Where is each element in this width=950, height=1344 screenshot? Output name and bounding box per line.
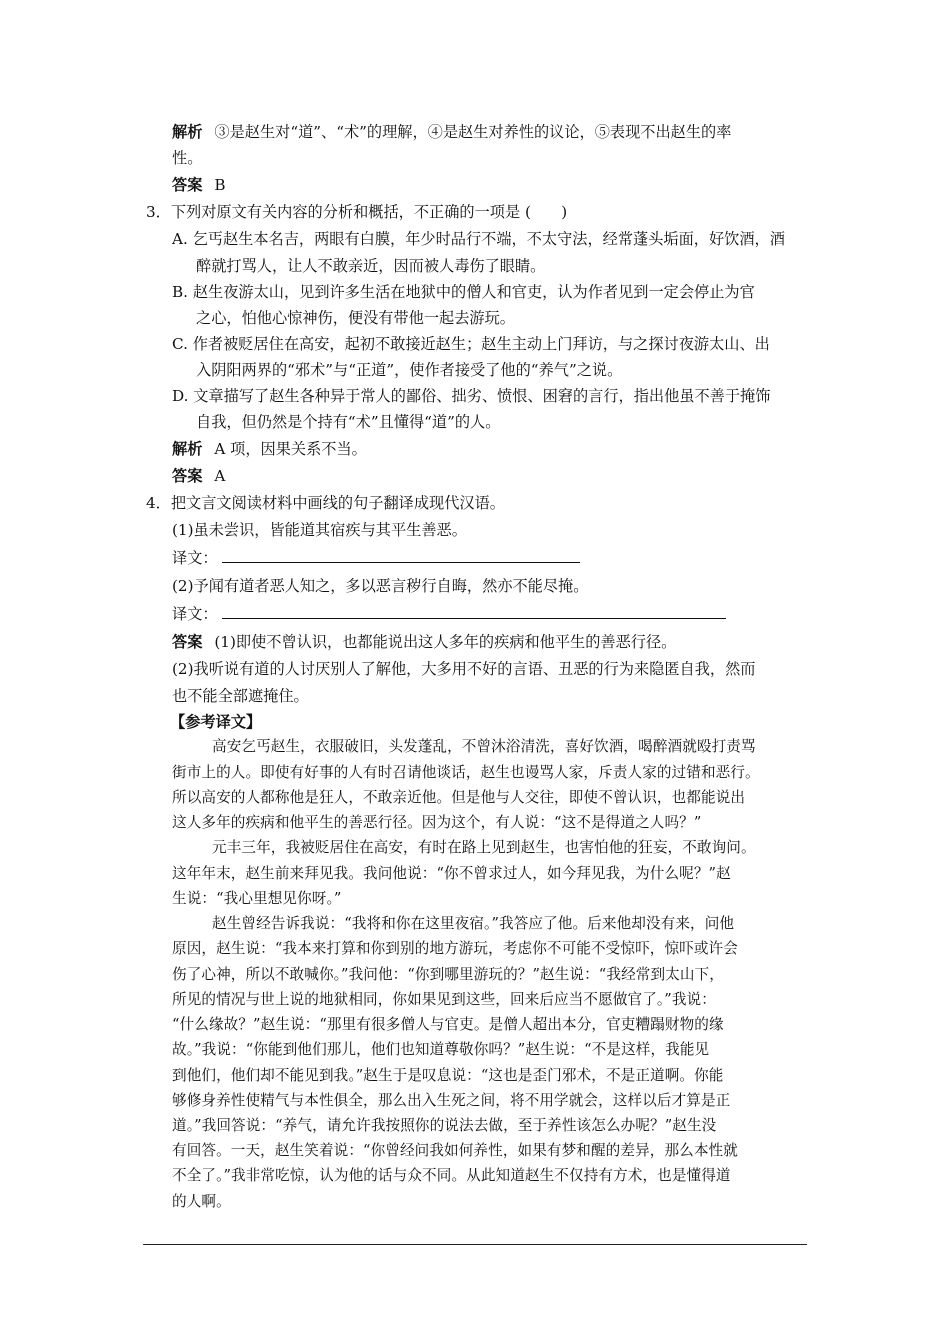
reference-line: 故。”我说：“你能到他们那儿，他们也知道尊敬你吗？”赵生说：“不是这样，我能见 bbox=[172, 1041, 710, 1058]
q4-translate-label-1: 译文： bbox=[172, 549, 218, 567]
q4-translate-2 bbox=[172, 604, 726, 624]
reference-line: 这年年末，赵生前来拜见我。我问他说：“你不曾求过人，如今拜见我，为什么呢？”赵 bbox=[172, 865, 731, 882]
q4-translate-label-2: 译文： bbox=[172, 605, 218, 623]
reference-line: 所以高安的人都称他是狂人，不敢亲近他。但是他与人交往，即使不曾认识，也都能说出 bbox=[172, 789, 746, 806]
q4-answer-2-line2: 也不能全部遮掩住。 bbox=[172, 687, 309, 705]
q2-analysis-label: 解析 bbox=[172, 123, 203, 141]
reference-line: 赵生曾经告诉我说：“我将和你在这里夜宿。”我答应了他。后来他却没有来，问他 bbox=[212, 915, 735, 932]
q3-analysis-label: 解析 bbox=[172, 440, 203, 458]
reference-line: 有回答。一天，赵生笑着说：“你曾经问我如何养性，如果有梦和醒的差异，那么本性就 bbox=[172, 1142, 738, 1159]
q3-answer bbox=[172, 466, 225, 486]
reference-line: 到他们，他们却不能见到我。”赵生于是叹息说：“这也是歪门邪术，不是正道啊。你能 bbox=[172, 1067, 724, 1084]
q3-stem: 下列对原文有关内容的分析和概括，不正确的一项是 ( ) bbox=[170, 203, 568, 221]
reference-line: 所见的情况与世上说的地狱相同，你如果见到这些，回来后应当不愿做官了。”我说： bbox=[172, 991, 716, 1008]
q4-stem: 把文言文阅读材料中画线的句子翻译成现代汉语。 bbox=[170, 494, 505, 512]
q3-stem-line bbox=[146, 202, 567, 222]
q4-stem-line bbox=[146, 493, 505, 513]
reference-line: 的人啊。 bbox=[172, 1193, 231, 1210]
q3-answer-label: 答案 bbox=[172, 467, 203, 485]
q4-translate-1 bbox=[172, 548, 580, 568]
q2-analysis-line2: 性。 bbox=[172, 149, 203, 167]
q2-answer-label: 答案 bbox=[172, 176, 203, 194]
q2-analysis-text: ③是赵生对“道”、“术”的理解，④是赵生对养性的议论，⑤表现不出赵生的率 bbox=[214, 123, 732, 141]
q3-answer-value: A bbox=[214, 467, 226, 485]
reference-line: 伤了心神，所以不敢喊你。”我问他：“你到哪里游玩的？”赵生说：“我经常到太山下， bbox=[172, 966, 724, 983]
q4-answer-1: (1)即使不曾认识，也都能说出这人多年的疾病和他平生的善恶行径。 bbox=[214, 633, 677, 651]
q4-answer-blank-1[interactable] bbox=[222, 548, 580, 563]
reference-line: 高安乞丐赵生，衣服破旧，头发蓬乱，不曾沐浴清洗，喜好饮酒，喝醉酒就殴打责骂 bbox=[212, 738, 756, 755]
reference-line: 街市上的人。即使有好事的人有时召请他谈话，赵生也谩骂人家，斥责人家的过错和恶行。 bbox=[172, 764, 760, 781]
q3-option-a-line2: 醉就打骂人，让人不敢亲近，因而被人毒伤了眼睛。 bbox=[196, 257, 546, 275]
q3-option-a-line1: A. 乞丐赵生本名吉，两眼有白膜，年少时品行不端，不太守法，经常蓬头垢面，好饮酒，酒 bbox=[172, 230, 785, 248]
reference-line: 元丰三年，我被贬居住在高安，有时在路上见到赵生，也害怕他的狂妄，不敢询问。 bbox=[212, 839, 756, 856]
q4-sentence-2: (2)予闻有道者恶人知之，多以恶言秽行自晦，然亦不能尽掩。 bbox=[172, 577, 589, 595]
reference-line: 原因，赵生说：“我本来打算和你到别的地方游玩，考虑你不可能不受惊吓，惊吓或许会 bbox=[172, 940, 738, 957]
q2-answer bbox=[172, 175, 226, 195]
q3-option-b-line1: B. 赵生夜游太山，见到许多生活在地狱中的僧人和官吏，认为作者见到一定会停止为官 bbox=[172, 283, 755, 301]
q3-option-c-line2: 入阴阳两界的“邪术”与“正道”，使作者接受了他的“养气”之说。 bbox=[196, 361, 623, 379]
footer-divider bbox=[143, 1244, 807, 1245]
q3-option-d-line1: D. 文章描写了赵生各种异于常人的鄙俗、拙劣、愤恨、困窘的言行，指出他虽不善于掩饰 bbox=[172, 387, 771, 405]
q4-answer-line1 bbox=[172, 632, 676, 652]
reference-line: 道。”我回答说：“养气，请允许我按照你的说法去做，至于养性该怎么办呢？”赵生没 bbox=[172, 1117, 717, 1134]
q4-answer-blank-2[interactable] bbox=[222, 604, 726, 619]
q4-answer-label: 答案 bbox=[172, 633, 203, 651]
q4-sentence-1: (1)虽未尝识，皆能道其宿疾与其平生善恶。 bbox=[172, 521, 467, 539]
q3-option-b-line2: 之心，怕他心惊神伤，便没有带他一起去游玩。 bbox=[196, 309, 515, 327]
reference-line: 这人多年的疾病和他平生的善恶行径。因为这个，有人说：“这不是得道之人吗？” bbox=[172, 814, 702, 831]
reference-line: “什么缘故？”赵生说：“那里有很多僧人与官吏。是僧人超出本分，官吏糟蹋财物的缘 bbox=[172, 1016, 724, 1033]
q3-option-c-line1: C. 作者被贬居住在高安，起初不敢接近赵生；赵生主动上门拜访，与之探讨夜游太山、出 bbox=[172, 335, 770, 353]
q3-analysis bbox=[172, 439, 367, 459]
reference-heading: 【参考译文】 bbox=[170, 713, 262, 731]
reference-line: 生说：“我心里想见你呀。” bbox=[172, 890, 342, 907]
q2-answer-value: B bbox=[214, 176, 226, 194]
reference-line: 不全了。”我非常吃惊，认为他的话与众不同。从此知道赵生不仅持有方术，也是懂得道 bbox=[172, 1167, 731, 1184]
q2-analysis-line1 bbox=[172, 122, 731, 142]
q3-number: 3． bbox=[146, 203, 171, 221]
reference-line: 够修身养性使精气与本性俱全，那么出入生死之间，将不用学就会，这样以后才算是正 bbox=[172, 1092, 731, 1109]
q3-analysis-text: A 项，因果关系不当。 bbox=[214, 440, 367, 458]
q4-answer-2-line1: (2)我听说有道的人讨厌别人了解他，大多用不好的言语、丑恶的行为来隐匿自我，然而 bbox=[172, 660, 756, 678]
q3-option-d-line2: 自我，但仍然是个持有“术”且懂得“道”的人。 bbox=[196, 413, 501, 431]
q4-number: 4． bbox=[146, 494, 171, 512]
